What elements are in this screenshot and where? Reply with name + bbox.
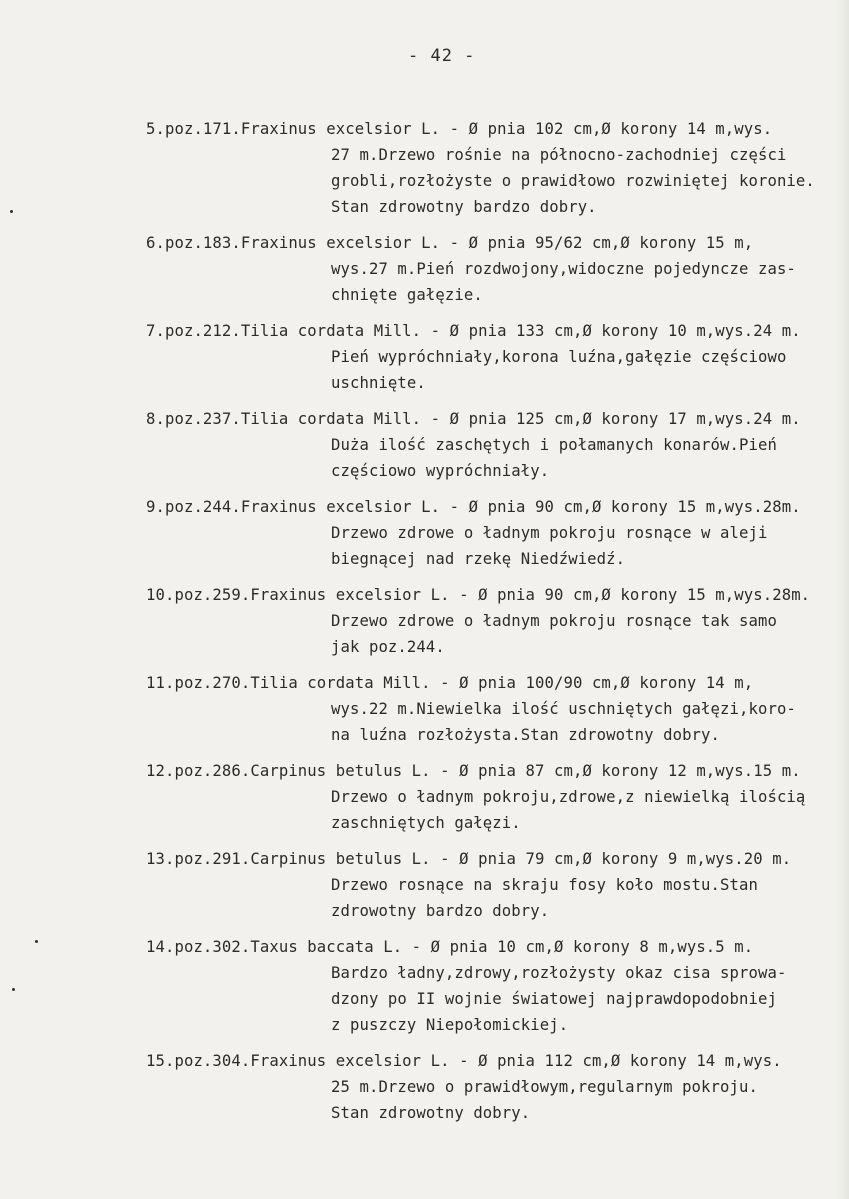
list-item	[0, 670, 849, 748]
entry-description-line: dzony po II wojnie światowej najprawdopodobniej	[331, 990, 777, 1008]
entry-description-line: wys.27 m.Pień rozdwojony,widoczne pojedyncze zas-	[331, 260, 796, 278]
entry-description-line: Stan zdrowotny bardzo dobry.	[331, 198, 597, 216]
entry-description-line: Drzewo zdrowe o ładnym pokroju rosnące w alejі	[331, 524, 768, 542]
entry-description-line: Duża ilość zaschętych i połamanych konarów.Pień	[331, 436, 777, 454]
list-item	[0, 846, 849, 924]
list-item	[0, 406, 849, 484]
entry-description-line: Drzewo rosnące na skraju fosy koło mostu.Stan	[331, 876, 758, 894]
entry-description-line: 27 m.Drzewo rośnie na północno-zachodniej części	[331, 146, 787, 164]
entry-header-line: 13.poz.291.Carpinus betulus L. - Ø pnia 79 cm,Ø korony 9 m,wys.20 m.	[146, 850, 792, 868]
list-item	[0, 758, 849, 836]
entry-description-line: chnięte gałęzie.	[331, 286, 483, 304]
entry-description-line: zdrowotny bardzo dobry.	[331, 902, 550, 920]
list-item	[0, 318, 849, 396]
list-item	[0, 934, 849, 1038]
list-item	[0, 582, 849, 660]
entry-header-line: 8.poz.237.Tilia cordata Mill. - Ø pnia 125 cm,Ø korony 17 m,wys.24 m.	[146, 410, 801, 428]
entry-description-line: biegnącej nad rzekę Niedźwiedź.	[331, 550, 626, 568]
entry-description-line: na luźna rozłożysta.Stan zdrowotny dobry.	[331, 726, 721, 744]
entry-description-line: jak poz.244.	[331, 638, 445, 656]
entry-description-line: zaschniętych gałęzi.	[331, 814, 521, 832]
entry-description-line: Pień wypróchniały,korona luźna,gałęzie częściowo	[331, 348, 787, 366]
list-item	[0, 230, 849, 308]
entry-header-line: 15.poz.304.Fraxinus excelsior L. - Ø pnia 112 cm,Ø korony 14 m,wys.	[146, 1052, 782, 1070]
entry-description-line: częściowo wypróchniały.	[331, 462, 550, 480]
entry-header-line: 11.poz.270.Tilia cordata Mill. - Ø pnia 100/90 cm,Ø korony 14 m,	[146, 674, 754, 692]
tree-inventory-list	[0, 116, 849, 1136]
entry-description-line: Drzewo zdrowe o ładnym pokroju rosnące tak samo	[331, 612, 777, 630]
entry-header-line: 6.poz.183.Fraxinus excelsior L. - Ø pnia 95/62 cm,Ø korony 15 m,	[146, 234, 754, 252]
entry-header-line: 5.poz.171.Fraxinus excelsior L. - Ø pnia 102 cm,Ø korony 14 m,wys.	[146, 120, 773, 138]
list-item	[0, 116, 849, 220]
entry-header-line: 12.poz.286.Carpinus betulus L. - Ø pnia 87 cm,Ø korony 12 m,wys.15 m.	[146, 762, 801, 780]
entry-description-line: z puszczy Niepołomickiej.	[331, 1016, 569, 1034]
list-item	[0, 1048, 849, 1126]
list-item	[0, 494, 849, 572]
page-number: - 42 -	[408, 46, 476, 66]
entry-description-line: grobli,rozłożyste o prawidłowo rozwiniętej koronie.	[331, 172, 815, 190]
entry-header-line: 14.poz.302.Taxus baccata L. - Ø pnia 10 cm,Ø korony 8 m,wys.5 m.	[146, 938, 754, 956]
entry-header-line: 9.poz.244.Fraxinus excelsior L. - Ø pnia 90 cm,Ø korony 15 m,wys.28m.	[146, 498, 801, 516]
entry-header-line: 7.poz.212.Tilia cordata Mill. - Ø pnia 133 cm,Ø korony 10 m,wys.24 m.	[146, 322, 801, 340]
entry-description-line: Bardzo ładny,zdrowy,rozłożysty okaz cisa sprowa-	[331, 964, 787, 982]
entry-description-line: wys.22 m.Niewielka ilość uschniętych gałęzi,koro-	[331, 700, 796, 718]
entry-header-line: 10.poz.259.Fraxinus excelsior L. - Ø pnia 90 cm,Ø korony 15 m,wys.28m.	[146, 586, 811, 604]
entry-description-line: Stan zdrowotny dobry.	[331, 1104, 531, 1122]
entry-description-line: uschnięte.	[331, 374, 426, 392]
entry-description-line: Drzewo o ładnym pokroju,zdrowe,z niewielką ilością	[331, 788, 806, 806]
entry-description-line: 25 m.Drzewo o prawidłowym,regularnym pokroju.	[331, 1078, 758, 1096]
